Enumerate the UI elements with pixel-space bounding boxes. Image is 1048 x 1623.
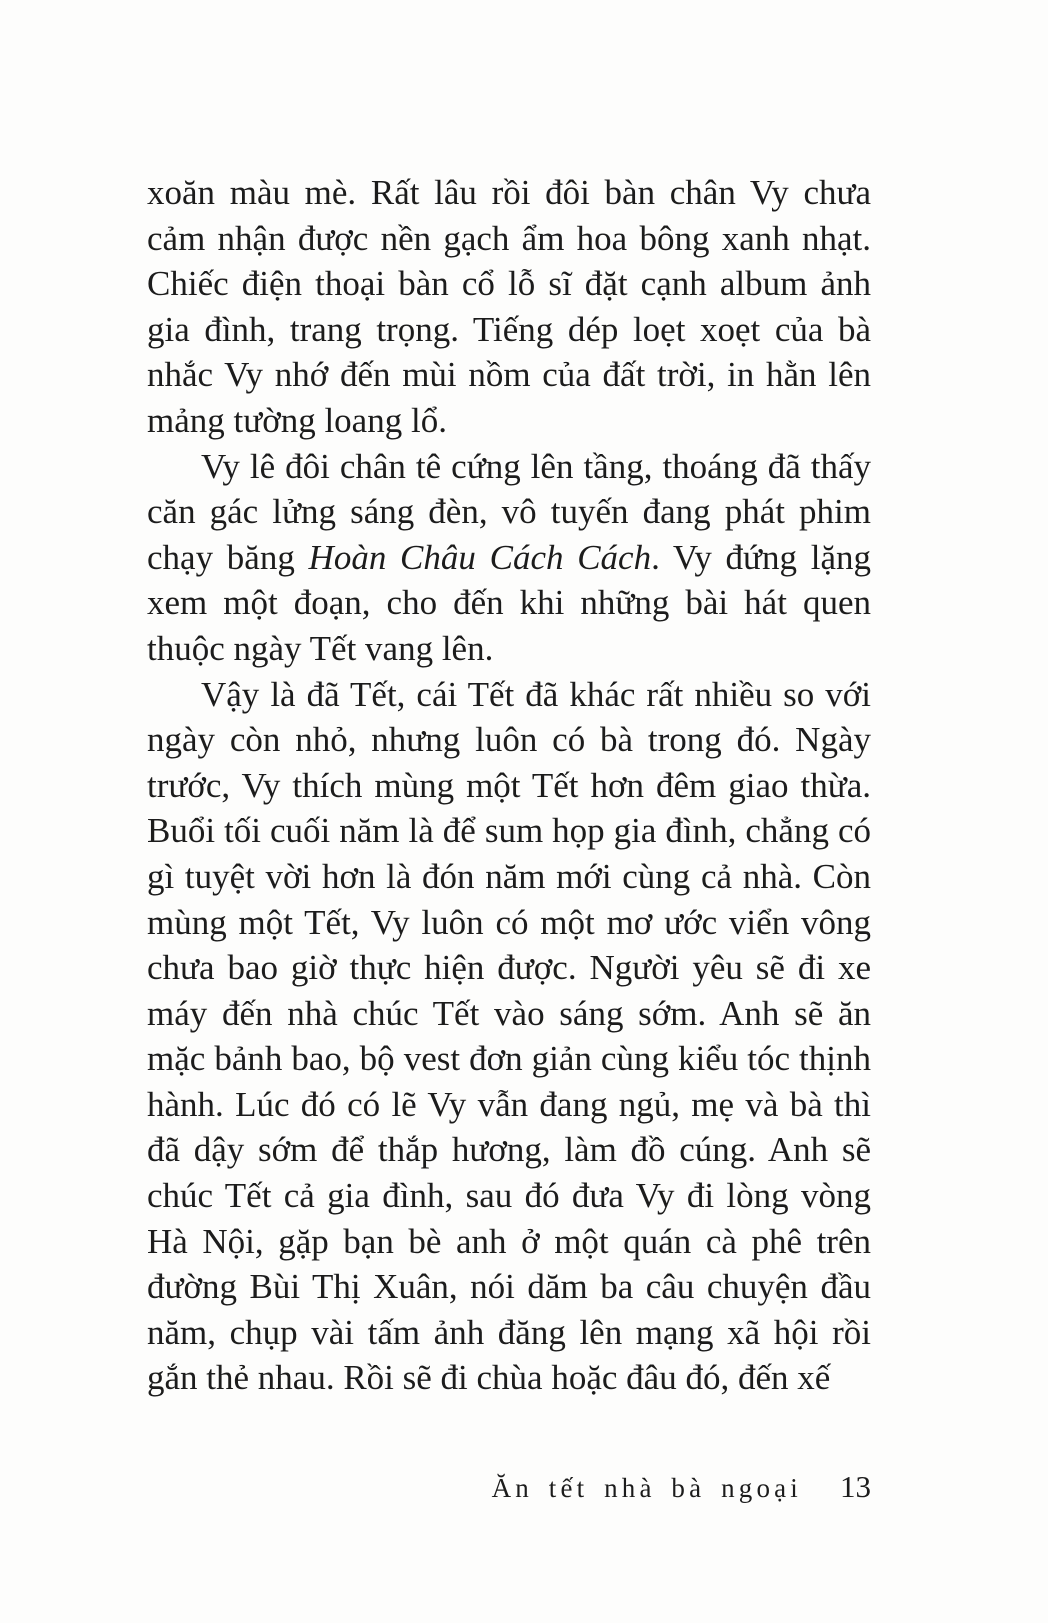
body-text <box>147 170 871 1401</box>
text-segment: . Vy đứng lặng xem một đoạn, cho đến khi những bài hát quen thuộc ngày Tết vang lên. <box>147 537 871 668</box>
running-title: Ăn tết nhà bà ngoại <box>491 1473 802 1503</box>
paragraph-3 <box>147 672 871 1402</box>
italic-title-segment: Hoàn Châu Cách Cách <box>308 537 652 577</box>
text-segment: Vậy là đã Tết, cái Tết đã khác rất nhiều so với ngày còn nhỏ, nhưng luôn có bà trong đó. Ngày trước, Vy thích mùng một Tết hơn đêm giao thừa. Buổi tối cuối năm là để sum họp gia đình, chẳng có gì tuyệt vời hơn là đón năm mới cùng cả nhà. Còn mùng một Tết, Vy luôn có một mơ ước viển vông chưa bao giờ thực hiện được. Người yêu sẽ đi xe máy đến nhà chúc Tết vào sáng sớm. Anh sẽ ăn mặc bảnh bao, bộ vest đơn giản cùng kiểu tóc thịnh hành. Lúc đó có lẽ Vy vẫn đang ngủ, mẹ và bà thì đã dậy sớm để thắp hương, làm đồ cúng. Anh sẽ chúc Tết cả gia đình, sau đó đưa Vy đi lòng vòng Hà Nội, gặp bạn bè anh ở một quán cà phê trên đường Bùi Thị Xuân, nói dăm ba câu chuyện đầu năm, chụp vài tấm ảnh đăng lên mạng xã hội rồi gắn thẻ nhau. Rồi sẽ đi chùa hoặc đâu đó, đến xế <box>147 674 871 1398</box>
page-footer <box>492 1469 871 1505</box>
text-segment: xoăn màu mè. Rất lâu rồi đôi bàn chân Vy chưa cảm nhận được nền gạch ẩm hoa bông xanh nhạt. Chiếc điện thoại bàn cổ lỗ sĩ đặt cạnh album ảnh gia đình, trang trọng. Tiếng dép loẹt xoẹt của bà nhắc Vy nhớ đến mùi nồm của đất trời, in hằn lên mảng tường loang lổ. <box>147 173 871 440</box>
page-number: 13 <box>840 1469 871 1504</box>
paragraph-2 <box>147 444 871 672</box>
text-segment: Vy lê đôi chân tê cứng lên tầng, thoáng đã thấy căn gác lửng sáng đèn, vô tuyến đang phát phim chạy băng <box>147 446 871 577</box>
paragraph-1 <box>147 170 871 444</box>
